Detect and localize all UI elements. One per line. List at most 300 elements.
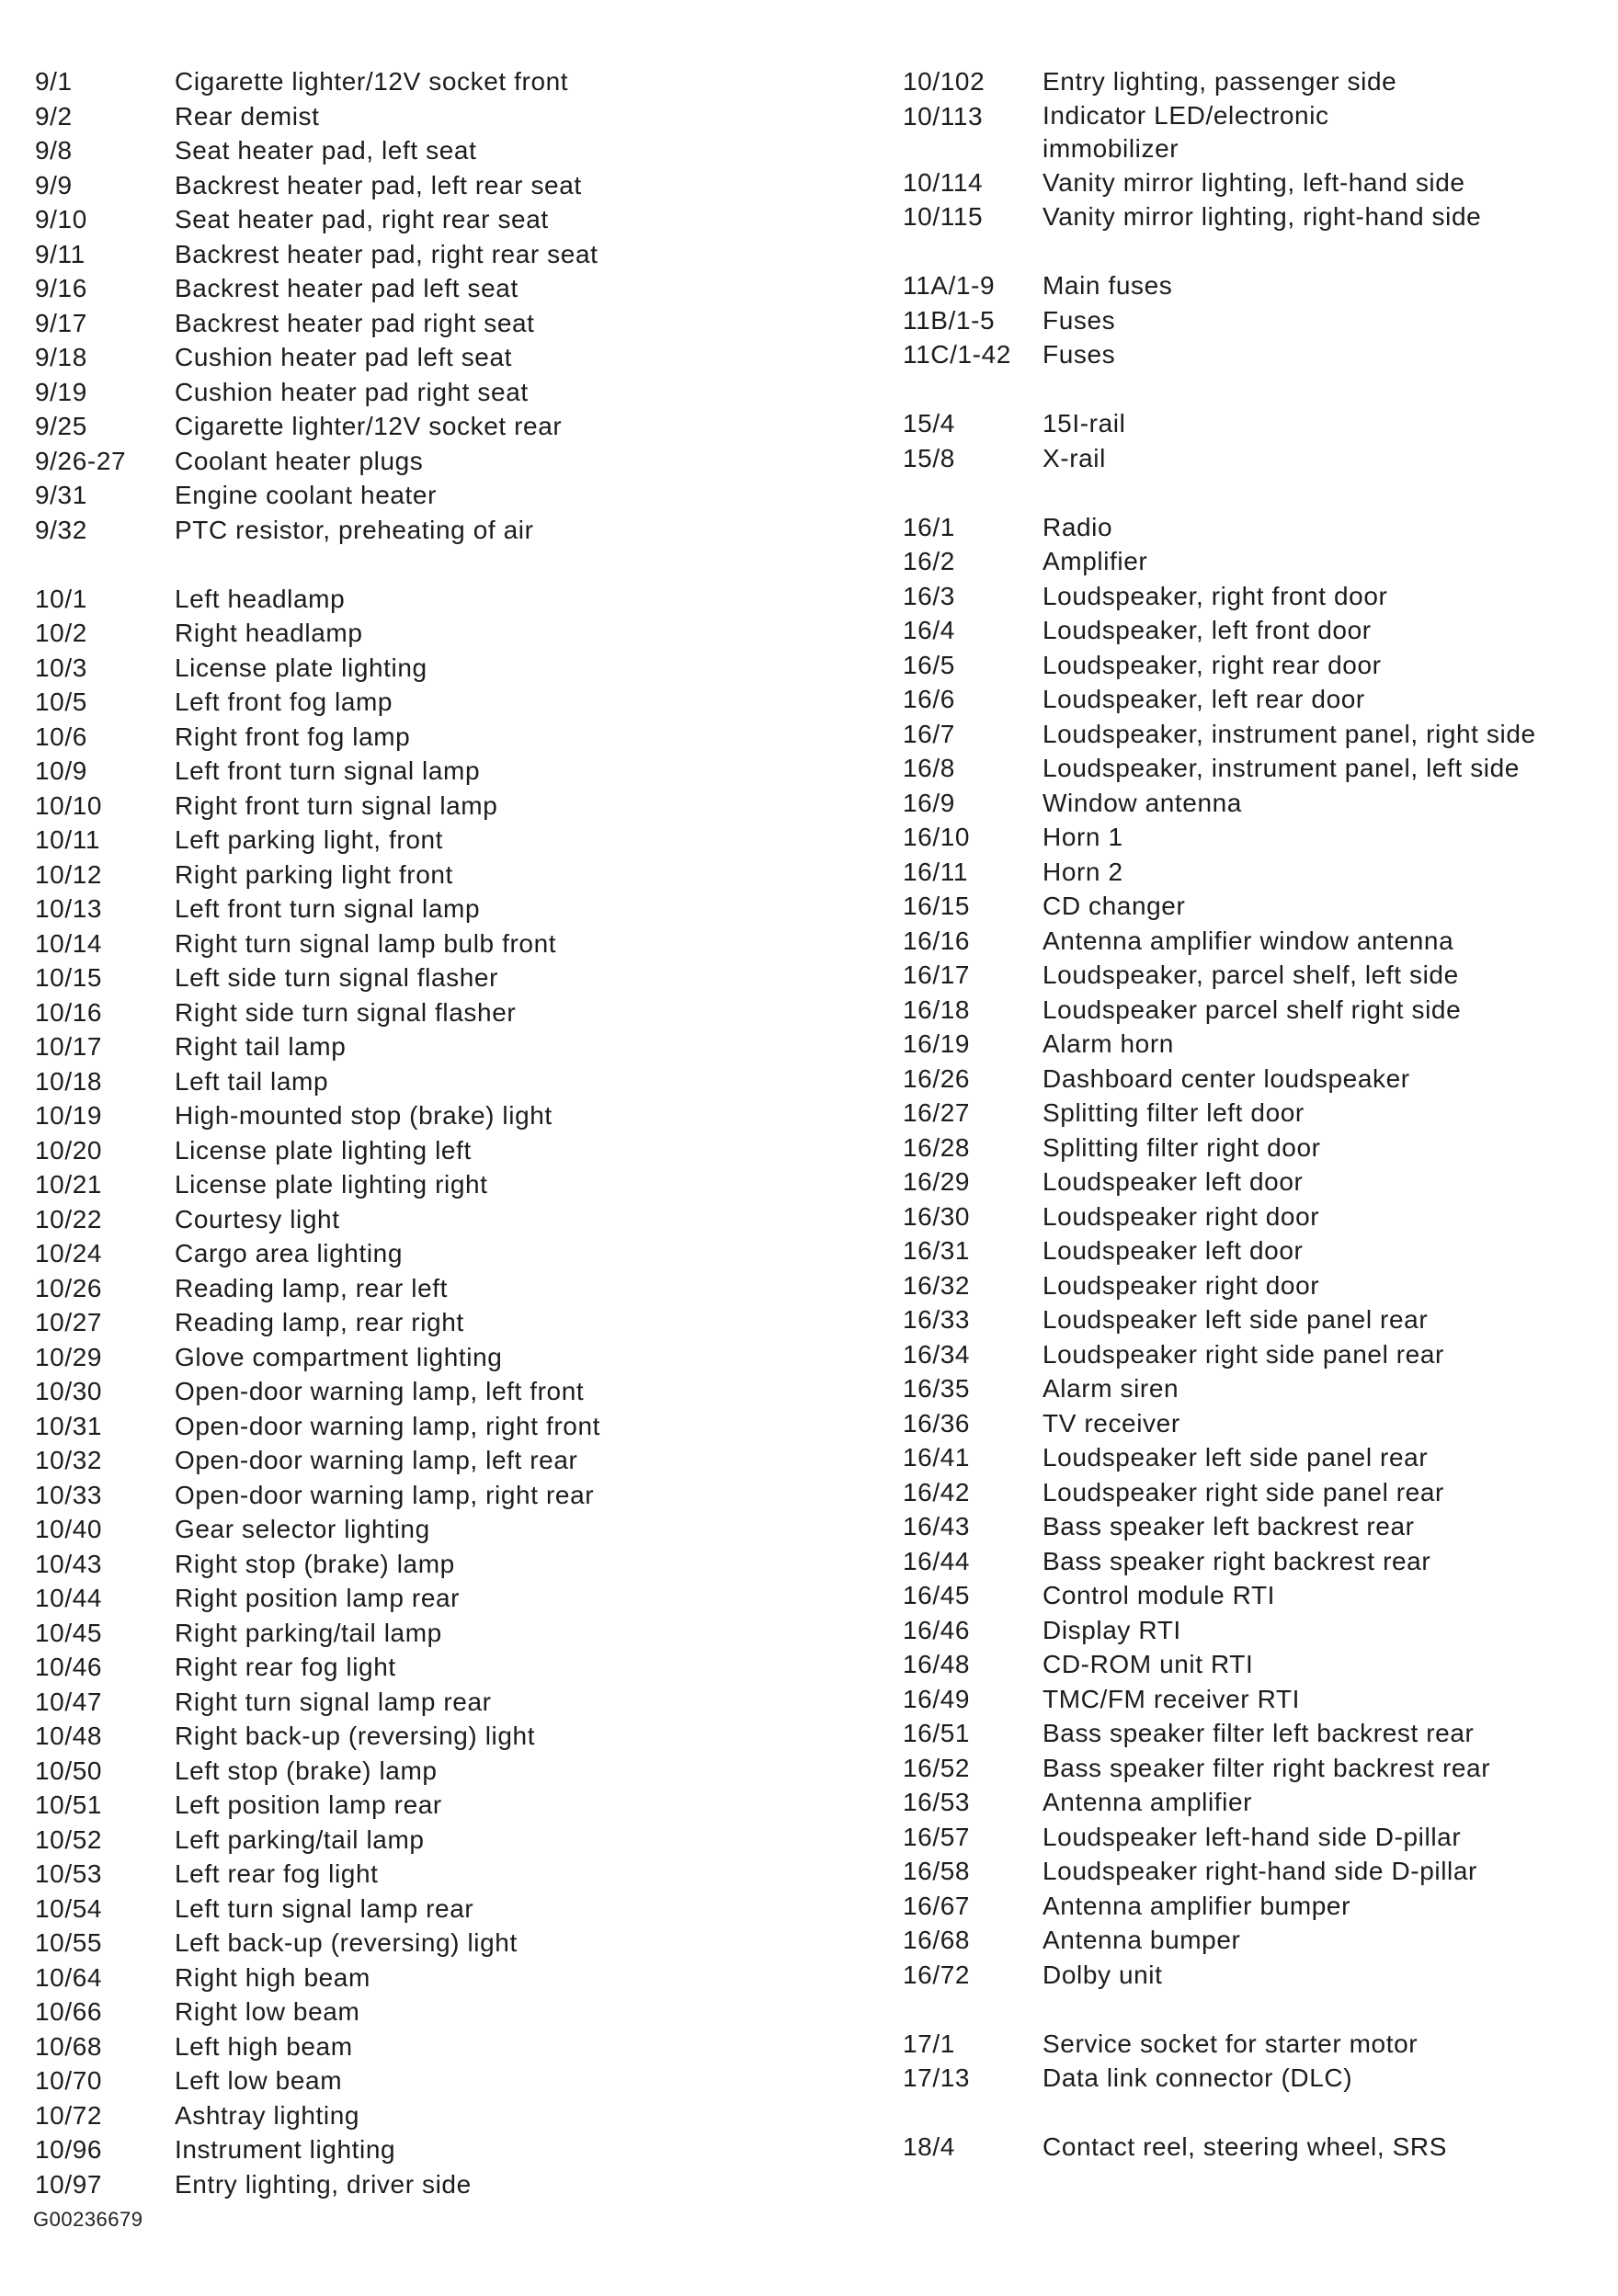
- component-description: Cargo area lighting: [175, 1239, 403, 1267]
- legend-row: [903, 268, 1611, 303]
- component-description: Loudspeaker parcel shelf right side: [1043, 995, 1462, 1024]
- legend-group: [903, 268, 1611, 372]
- component-description: Cigarette lighter/12V socket front: [175, 67, 569, 96]
- legend-row: [903, 924, 1611, 959]
- component-code: 10/26: [35, 1273, 103, 1302]
- component-description: Coolant heater plugs: [175, 446, 424, 475]
- component-description: Left rear fog light: [175, 1859, 379, 1888]
- legend-row: [35, 616, 881, 651]
- component-description: Loudspeaker left side panel rear: [1043, 1305, 1429, 1334]
- legend-row: [903, 337, 1611, 372]
- component-code: 16/15: [903, 892, 971, 920]
- legend-row: [903, 441, 1611, 476]
- legend-row: [903, 1302, 1611, 1337]
- component-description: Display RTI: [1043, 1615, 1181, 1644]
- component-description: TMC/FM receiver RTI: [1043, 1684, 1300, 1713]
- component-code: 9/18: [35, 343, 87, 371]
- legend-row: [35, 340, 881, 375]
- component-description: Fuses: [1043, 305, 1116, 335]
- component-code: 9/32: [35, 515, 87, 544]
- component-description: Dashboard center loudspeaker: [1043, 1063, 1410, 1093]
- component-description: Antenna bumper: [1043, 1926, 1241, 1954]
- legend-row: [903, 510, 1611, 545]
- component-description: Horn 2: [1043, 857, 1123, 886]
- component-description: Dolby unit: [1043, 1960, 1163, 1989]
- legend-row: [903, 2061, 1611, 2096]
- component-description: Right front turn signal lamp: [175, 790, 498, 820]
- component-description: Right stop (brake) lamp: [175, 1549, 455, 1578]
- legend-row: [903, 99, 1611, 165]
- component-code: 16/34: [903, 1339, 971, 1369]
- component-description: Cigarette lighter/12V socket rear: [175, 412, 563, 440]
- component-code: 10/48: [35, 1722, 103, 1750]
- component-description: Right tail lamp: [175, 1032, 347, 1061]
- component-description: Vanity mirror lighting, right-hand side: [1043, 202, 1482, 231]
- legend-row: [35, 1685, 881, 1720]
- legend-row: [903, 1578, 1611, 1613]
- component-code: 16/51: [903, 1719, 971, 1747]
- component-code: 10/27: [35, 1308, 103, 1336]
- component-code: 10/54: [35, 1893, 103, 1923]
- component-description: Rear demist: [175, 101, 320, 131]
- component-code: 10/12: [35, 859, 103, 889]
- legend-row: [903, 1544, 1611, 1579]
- component-code: 16/46: [903, 1615, 971, 1644]
- legend-row: [35, 1340, 881, 1375]
- legend-row: [903, 1165, 1611, 1199]
- legend-row: [903, 1406, 1611, 1441]
- legend-row: [35, 1961, 881, 1995]
- component-code: 10/16: [35, 997, 103, 1027]
- component-code: 16/52: [903, 1753, 971, 1782]
- component-description: Backrest heater pad left seat: [175, 274, 518, 302]
- component-code: 16/16: [903, 926, 971, 955]
- component-description: Loudspeaker right door: [1043, 1270, 1320, 1300]
- component-code: 10/9: [35, 756, 87, 785]
- legend-row: [35, 1547, 881, 1582]
- component-code: 10/97: [35, 2169, 103, 2199]
- component-code: 10/64: [35, 1962, 103, 1992]
- component-description: Ashtray lighting: [175, 2100, 360, 2130]
- legend-row: [35, 892, 881, 926]
- legend-group: [903, 2027, 1611, 2096]
- component-description: Data link connector (DLC): [1043, 2063, 1353, 2092]
- component-code: 9/1: [35, 67, 73, 96]
- component-description: Left turn signal lamp rear: [175, 1893, 474, 1923]
- legend-row: [903, 1958, 1611, 1993]
- legend-row: [903, 1027, 1611, 1062]
- component-code: 10/102: [903, 67, 986, 96]
- component-code: 11B/1-5: [903, 305, 996, 335]
- component-code: 10/1: [35, 584, 87, 613]
- legend-row: [903, 1371, 1611, 1406]
- legend-row: [903, 648, 1611, 683]
- component-description: Antenna amplifier bumper: [1043, 1891, 1351, 1920]
- component-code: 16/3: [903, 581, 955, 610]
- component-code: 16/28: [903, 1132, 971, 1162]
- legend-row: [35, 1443, 881, 1478]
- component-description: Backrest heater pad, right rear seat: [175, 239, 598, 268]
- component-description: Seat heater pad, right rear seat: [175, 205, 549, 233]
- legend-column-right: [903, 64, 1611, 2165]
- component-code: 18/4: [903, 2132, 955, 2161]
- legend-row: [903, 64, 1611, 99]
- legend-row: [35, 1823, 881, 1858]
- component-description: TV receiver: [1043, 1408, 1180, 1438]
- legend-row: [903, 613, 1611, 648]
- component-code: 16/57: [903, 1822, 971, 1851]
- component-code: 16/19: [903, 1029, 971, 1058]
- component-code: 10/21: [35, 1170, 103, 1199]
- component-description: Right front fog lamp: [175, 722, 411, 751]
- legend-row: [35, 202, 881, 237]
- component-description: Loudspeaker, instrument panel, right side: [1043, 719, 1536, 748]
- legend-group: [903, 2130, 1611, 2165]
- component-description: Loudspeaker, left rear door: [1043, 685, 1365, 713]
- component-description: Loudspeaker left door: [1043, 1167, 1304, 1196]
- component-code: 16/44: [903, 1546, 971, 1575]
- component-code: 9/2: [35, 101, 73, 131]
- component-description: Loudspeaker, right front door: [1043, 581, 1388, 610]
- legend-row: [903, 1682, 1611, 1717]
- legend-row: [35, 375, 881, 410]
- component-code: 16/11: [903, 857, 968, 886]
- component-description: License plate lighting left: [175, 1135, 472, 1165]
- component-description: Left position lamp rear: [175, 1790, 442, 1819]
- component-description: License plate lighting right: [175, 1170, 488, 1199]
- legend-row: [903, 1854, 1611, 1889]
- component-code: 9/17: [35, 308, 87, 337]
- component-code: 17/1: [903, 2029, 955, 2058]
- legend-row: [35, 2063, 881, 2098]
- legend-group: [903, 64, 1611, 234]
- component-code: 10/32: [35, 1446, 103, 1474]
- component-description: Loudspeaker, instrument panel, left side: [1043, 754, 1520, 782]
- component-code: 10/45: [35, 1618, 103, 1647]
- component-code: 10/66: [35, 1997, 103, 2026]
- component-description: Right parking/tail lamp: [175, 1618, 442, 1647]
- component-code: 9/11: [35, 239, 85, 268]
- legend-row: [903, 1509, 1611, 1544]
- component-code: 9/25: [35, 412, 87, 440]
- component-description: Open-door warning lamp, left front: [175, 1377, 585, 1405]
- component-description: Loudspeaker right-hand side D-pillar: [1043, 1857, 1477, 1885]
- legend-row: [35, 237, 881, 272]
- legend-row: [35, 64, 881, 99]
- component-description: High-mounted stop (brake) light: [175, 1101, 553, 1130]
- component-description: Left back-up (reversing) light: [175, 1928, 518, 1957]
- legend-row: [35, 1995, 881, 2029]
- component-description: Right turn signal lamp bulb front: [175, 928, 557, 958]
- component-code: 10/55: [35, 1928, 103, 1957]
- component-description: Cushion heater pad right seat: [175, 377, 529, 406]
- component-code: 16/8: [903, 754, 955, 782]
- component-description: Instrument lighting: [175, 2135, 396, 2164]
- component-description: Window antenna: [1043, 788, 1242, 817]
- component-description: Antenna amplifier: [1043, 1788, 1253, 1816]
- component-description: Reading lamp, rear right: [175, 1308, 464, 1336]
- legend-row: [903, 1337, 1611, 1372]
- legend-row: [35, 582, 881, 617]
- component-description: Loudspeaker, right rear door: [1043, 650, 1382, 679]
- legend-row: [35, 754, 881, 789]
- legend-group: [903, 406, 1611, 475]
- component-code: 16/27: [903, 1098, 971, 1127]
- component-code: 16/49: [903, 1684, 971, 1713]
- legend-row: [35, 1236, 881, 1271]
- component-description: Left stop (brake) lamp: [175, 1756, 438, 1785]
- legend-row: [35, 858, 881, 892]
- legend-row: [35, 99, 881, 134]
- component-description: Gear selector lighting: [175, 1515, 430, 1543]
- legend-row: [35, 2167, 881, 2202]
- component-code: 10/46: [35, 1653, 103, 1681]
- legend-row: [903, 303, 1611, 338]
- legend-row: [903, 1062, 1611, 1097]
- component-code: 16/31: [903, 1236, 971, 1265]
- component-code: 9/16: [35, 274, 87, 302]
- component-description: Loudspeaker right side panel rear: [1043, 1477, 1444, 1506]
- component-description: License plate lighting: [175, 653, 427, 682]
- legend-group: [35, 64, 881, 547]
- component-code: 10/18: [35, 1066, 103, 1096]
- legend-row: [35, 2029, 881, 2064]
- component-description: Left parking/tail lamp: [175, 1824, 425, 1854]
- legend-row: [903, 544, 1611, 579]
- legend-row: [903, 1131, 1611, 1165]
- component-code: 16/5: [903, 650, 955, 679]
- legend-row: [35, 1374, 881, 1409]
- legend-row: [35, 513, 881, 548]
- component-description: CD changer: [1043, 892, 1186, 920]
- legend-row: [35, 1305, 881, 1340]
- component-code: 16/48: [903, 1650, 971, 1678]
- component-code: 16/33: [903, 1305, 971, 1334]
- component-code: 10/5: [35, 688, 87, 716]
- component-code: 10/40: [35, 1515, 103, 1543]
- legend-row: [903, 1199, 1611, 1234]
- legend-row: [903, 165, 1611, 200]
- legend-row: [35, 1512, 881, 1547]
- component-description: Left side turn signal flasher: [175, 963, 499, 992]
- legend-row: [903, 1716, 1611, 1751]
- component-description: Left front turn signal lamp: [175, 756, 481, 785]
- component-code: 10/47: [35, 1687, 103, 1716]
- legend-row: [35, 1926, 881, 1961]
- legend-row: [903, 1613, 1611, 1648]
- component-description: Splitting filter right door: [1043, 1132, 1321, 1162]
- component-description: Right side turn signal flasher: [175, 997, 517, 1027]
- legend-row: [35, 409, 881, 444]
- legend-row: [35, 995, 881, 1030]
- legend-row: [903, 889, 1611, 924]
- component-description: Antenna amplifier window antenna: [1043, 926, 1454, 955]
- component-description: Indicator LED/electronic immobilizer: [1043, 100, 1329, 163]
- component-code: 10/114: [903, 167, 984, 197]
- component-code: 16/68: [903, 1926, 971, 1954]
- component-description: Left parking light, front: [175, 825, 444, 854]
- legend-group: [35, 582, 881, 2202]
- component-code: 9/19: [35, 377, 87, 406]
- component-description: Fuses: [1043, 340, 1116, 369]
- component-code: 10/2: [35, 619, 87, 647]
- component-description: CD-ROM unit RTI: [1043, 1650, 1254, 1678]
- legend-row: [35, 1271, 881, 1306]
- legend-row: [35, 1788, 881, 1823]
- component-code: 10/15: [35, 963, 103, 992]
- component-code: 9/26-27: [35, 446, 127, 475]
- legend-row: [35, 1098, 881, 1133]
- legend-row: [903, 993, 1611, 1028]
- component-description: Open-door warning lamp, right rear: [175, 1480, 595, 1509]
- component-description: Right headlamp: [175, 619, 363, 647]
- legend-row: [35, 1478, 881, 1513]
- legend-row: [903, 1785, 1611, 1820]
- component-description: Right low beam: [175, 1997, 360, 2026]
- component-code: 10/96: [35, 2135, 103, 2164]
- component-code: 10/50: [35, 1756, 103, 1785]
- component-description: Loudspeaker left-hand side D-pillar: [1043, 1822, 1462, 1851]
- component-code: 10/30: [35, 1377, 103, 1405]
- component-description: Open-door warning lamp, left rear: [175, 1446, 578, 1474]
- component-description: Radio: [1043, 512, 1113, 541]
- legend-row: [35, 2098, 881, 2133]
- component-description: Splitting filter left door: [1043, 1098, 1305, 1127]
- component-code: 10/24: [35, 1239, 103, 1267]
- component-code: 16/43: [903, 1512, 971, 1540]
- component-code: 9/9: [35, 170, 73, 199]
- component-description: Entry lighting, passenger side: [1043, 67, 1397, 96]
- legend-row: [903, 1923, 1611, 1958]
- component-description: Entry lighting, driver side: [175, 2169, 472, 2199]
- component-code: 15/8: [903, 443, 955, 472]
- component-description: Alarm siren: [1043, 1374, 1179, 1403]
- component-code: 16/45: [903, 1581, 971, 1609]
- component-code: 16/17: [903, 960, 971, 989]
- legend-row: [35, 1133, 881, 1168]
- component-code: 16/9: [903, 788, 955, 817]
- component-code: 16/10: [903, 823, 971, 851]
- legend-row: [35, 926, 881, 961]
- component-code: 10/51: [35, 1790, 103, 1819]
- component-code: 10/29: [35, 1342, 103, 1371]
- component-description: Loudspeaker left door: [1043, 1236, 1304, 1265]
- component-description: Vanity mirror lighting, left-hand side: [1043, 167, 1465, 197]
- legend-row: [35, 1167, 881, 1202]
- component-code: 10/53: [35, 1859, 103, 1888]
- legend-row: [35, 789, 881, 824]
- legend-row: [35, 1650, 881, 1685]
- component-description: Control module RTI: [1043, 1581, 1276, 1609]
- legend-row: [35, 478, 881, 513]
- component-code: 16/42: [903, 1477, 971, 1506]
- legend-row: [35, 1754, 881, 1789]
- component-code: 10/11: [35, 825, 100, 854]
- legend-row: [903, 199, 1611, 234]
- component-description: Loudspeaker right side panel rear: [1043, 1339, 1444, 1369]
- legend-row: [35, 444, 881, 479]
- component-description: Amplifier: [1043, 547, 1148, 575]
- component-code: 10/33: [35, 1480, 103, 1509]
- component-description: Left front turn signal lamp: [175, 894, 481, 923]
- component-description: Loudspeaker right door: [1043, 1201, 1320, 1231]
- component-description: Service socket for starter motor: [1043, 2029, 1419, 2058]
- legend-row: [35, 271, 881, 306]
- figure-id: G00236679: [33, 2208, 143, 2231]
- legend-row: [903, 1233, 1611, 1268]
- legend-row: [903, 958, 1611, 993]
- component-description: Loudspeaker, parcel shelf, left side: [1043, 960, 1459, 989]
- component-code: 17/13: [903, 2063, 971, 2092]
- legend-row: [35, 1202, 881, 1237]
- component-description: Left tail lamp: [175, 1066, 329, 1096]
- legend-row: [35, 168, 881, 203]
- component-code: 10/115: [903, 202, 984, 231]
- component-code: 9/10: [35, 205, 87, 233]
- legend-row: [35, 133, 881, 168]
- component-code: 10/10: [35, 790, 103, 820]
- legend-row: [903, 579, 1611, 614]
- component-code: 10/20: [35, 1135, 103, 1165]
- component-code: 10/52: [35, 1824, 103, 1854]
- legend-row: [35, 651, 881, 686]
- legend-row: [35, 685, 881, 720]
- legend-row: [903, 1268, 1611, 1303]
- component-code: 10/113: [903, 101, 984, 131]
- component-code: 10/6: [35, 722, 87, 751]
- component-description: Backrest heater pad, left rear seat: [175, 170, 582, 199]
- component-code: 16/7: [903, 719, 955, 748]
- component-code: 16/2: [903, 547, 955, 575]
- component-code: 10/14: [35, 928, 103, 958]
- component-description: Right turn signal lamp rear: [175, 1687, 492, 1716]
- component-description: Right position lamp rear: [175, 1584, 461, 1612]
- legend-column-left: [35, 64, 881, 2201]
- component-code: 10/3: [35, 653, 87, 682]
- component-description: Cushion heater pad left seat: [175, 343, 513, 371]
- component-code: 10/44: [35, 1584, 103, 1612]
- component-description: Loudspeaker, left front door: [1043, 616, 1372, 644]
- component-code: 16/35: [903, 1374, 971, 1403]
- legend-row: [35, 1064, 881, 1099]
- legend-row: [903, 1751, 1611, 1786]
- component-description: Left headlamp: [175, 584, 346, 613]
- legend-row: [903, 406, 1611, 441]
- component-description: Courtesy light: [175, 1204, 340, 1233]
- component-code: 9/31: [35, 481, 87, 509]
- component-code: 10/19: [35, 1101, 103, 1130]
- legend-group: [903, 510, 1611, 1993]
- component-code: 16/41: [903, 1443, 971, 1472]
- legend-row: [903, 717, 1611, 752]
- component-description: Backrest heater pad right seat: [175, 308, 535, 337]
- component-code: 16/6: [903, 685, 955, 713]
- component-code: 10/22: [35, 1204, 103, 1233]
- component-code: 10/17: [35, 1032, 103, 1061]
- component-code: 16/72: [903, 1960, 971, 1989]
- component-description: Horn 1: [1043, 823, 1123, 851]
- legend-row: [35, 960, 881, 995]
- legend-row: [903, 2027, 1611, 2062]
- component-description: Bass speaker left backrest rear: [1043, 1512, 1415, 1540]
- legend-row: [35, 2132, 881, 2167]
- legend-row: [35, 1409, 881, 1444]
- component-code: 16/36: [903, 1408, 971, 1438]
- component-description: Glove compartment lighting: [175, 1342, 503, 1371]
- component-description: PTC resistor, preheating of air: [175, 515, 534, 544]
- legend-row: [903, 1647, 1611, 1682]
- component-description: Contact reel, steering wheel, SRS: [1043, 2132, 1448, 2161]
